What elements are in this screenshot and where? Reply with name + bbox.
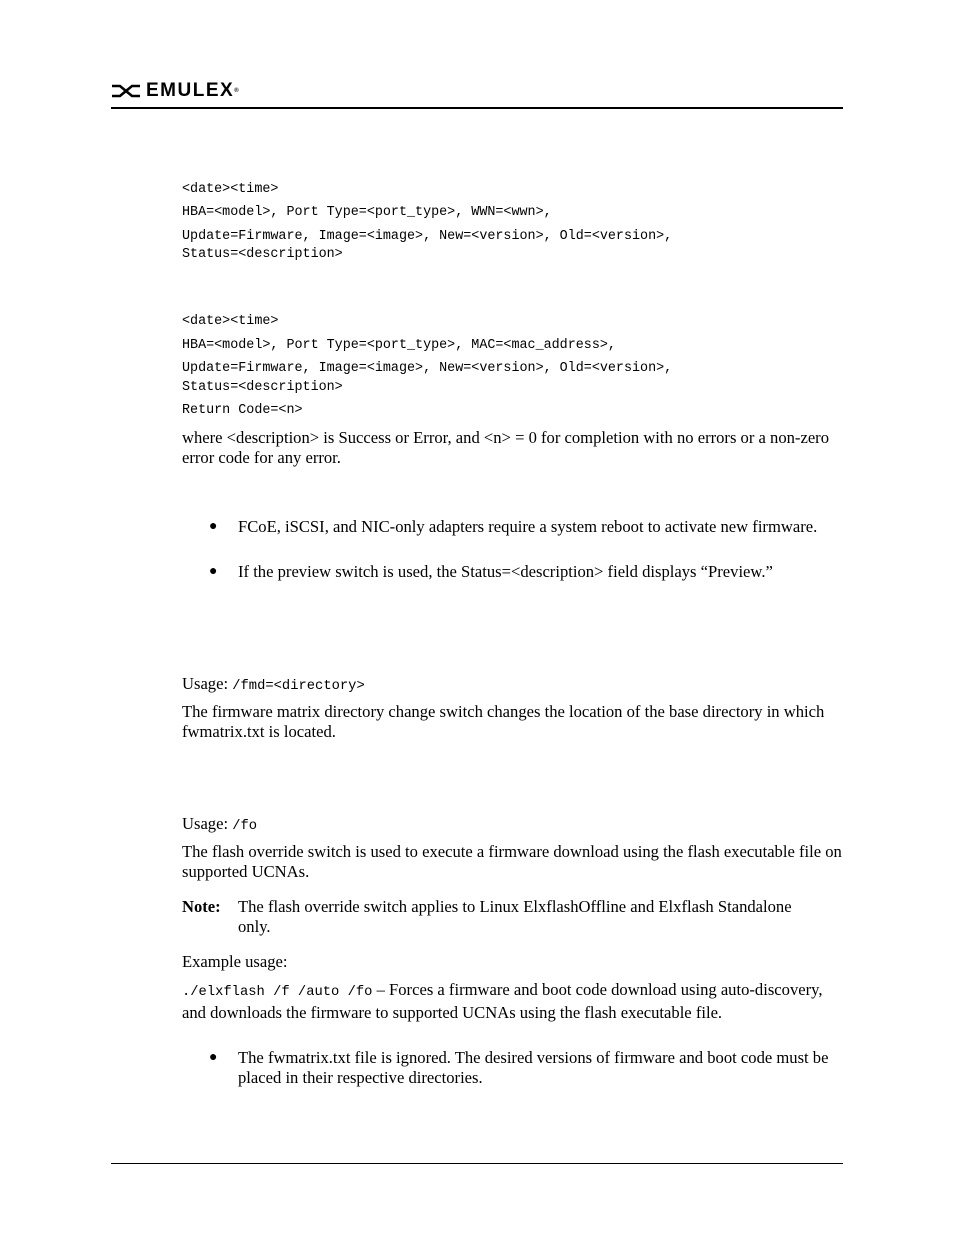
page-header xyxy=(111,78,843,108)
log-line: Status=<description> xyxy=(182,247,343,262)
log-line: HBA=<model>, Port Type=<port_type>, MAC=<mac_address>, xyxy=(182,338,616,353)
log-line: Update=Firmware, Image=<image>, New=<version>, Old=<version>, xyxy=(182,361,673,376)
log-line: Return Code=<n> xyxy=(182,403,303,418)
log-line: Status=<description> xyxy=(182,380,343,395)
log-line: <date><time> xyxy=(182,182,279,197)
note-text: The flash override switch applies to Linux ElxflashOffline and Elxflash Standalone only. xyxy=(238,897,792,936)
fmd-usage: Usage: /fmd=<directory> xyxy=(182,674,365,694)
example-command: ./elxflash /f /auto /fo xyxy=(182,985,373,1000)
header-rule xyxy=(111,107,843,109)
brand-name: EMULEX® xyxy=(146,80,239,101)
bullet-icon: ● xyxy=(209,1050,218,1065)
bullet-icon: ● xyxy=(209,564,218,579)
note xyxy=(182,897,844,936)
log-line: <date><time> xyxy=(182,314,279,329)
bullet-icon: ● xyxy=(209,519,218,534)
footer-rule xyxy=(111,1163,843,1164)
fmd-description: The firmware matrix directory change switch changes the location of the base directory in which fwmatrix.txt is located. xyxy=(182,702,825,741)
fo-usage: Usage: /fo xyxy=(182,814,258,834)
log-line: HBA=<model>, Port Type=<port_type>, WWN=<wwn>, xyxy=(182,205,552,220)
where-paragraph: where <description> is Success or Error, and <n> = 0 for completion with no errors or a non-zero error code for any error. xyxy=(182,428,830,467)
note-label: Note: xyxy=(182,897,221,916)
emulex-mark-icon xyxy=(111,83,141,99)
log-line: Update=Firmware, Image=<image>, New=<version>, Old=<version>, xyxy=(182,229,673,244)
fo-description: The flash override switch is used to execute a firmware download using the flash executable file on supported UCNAs. xyxy=(182,842,842,881)
example-paragraph: ./elxflash /f /auto /fo – Forces a firmware and boot code download using auto-discovery, and downloads the firmware to supported UCNAs using the flash executable file. xyxy=(182,980,823,1022)
example-label: Example usage: xyxy=(182,952,288,971)
emulex-logo xyxy=(111,80,239,102)
